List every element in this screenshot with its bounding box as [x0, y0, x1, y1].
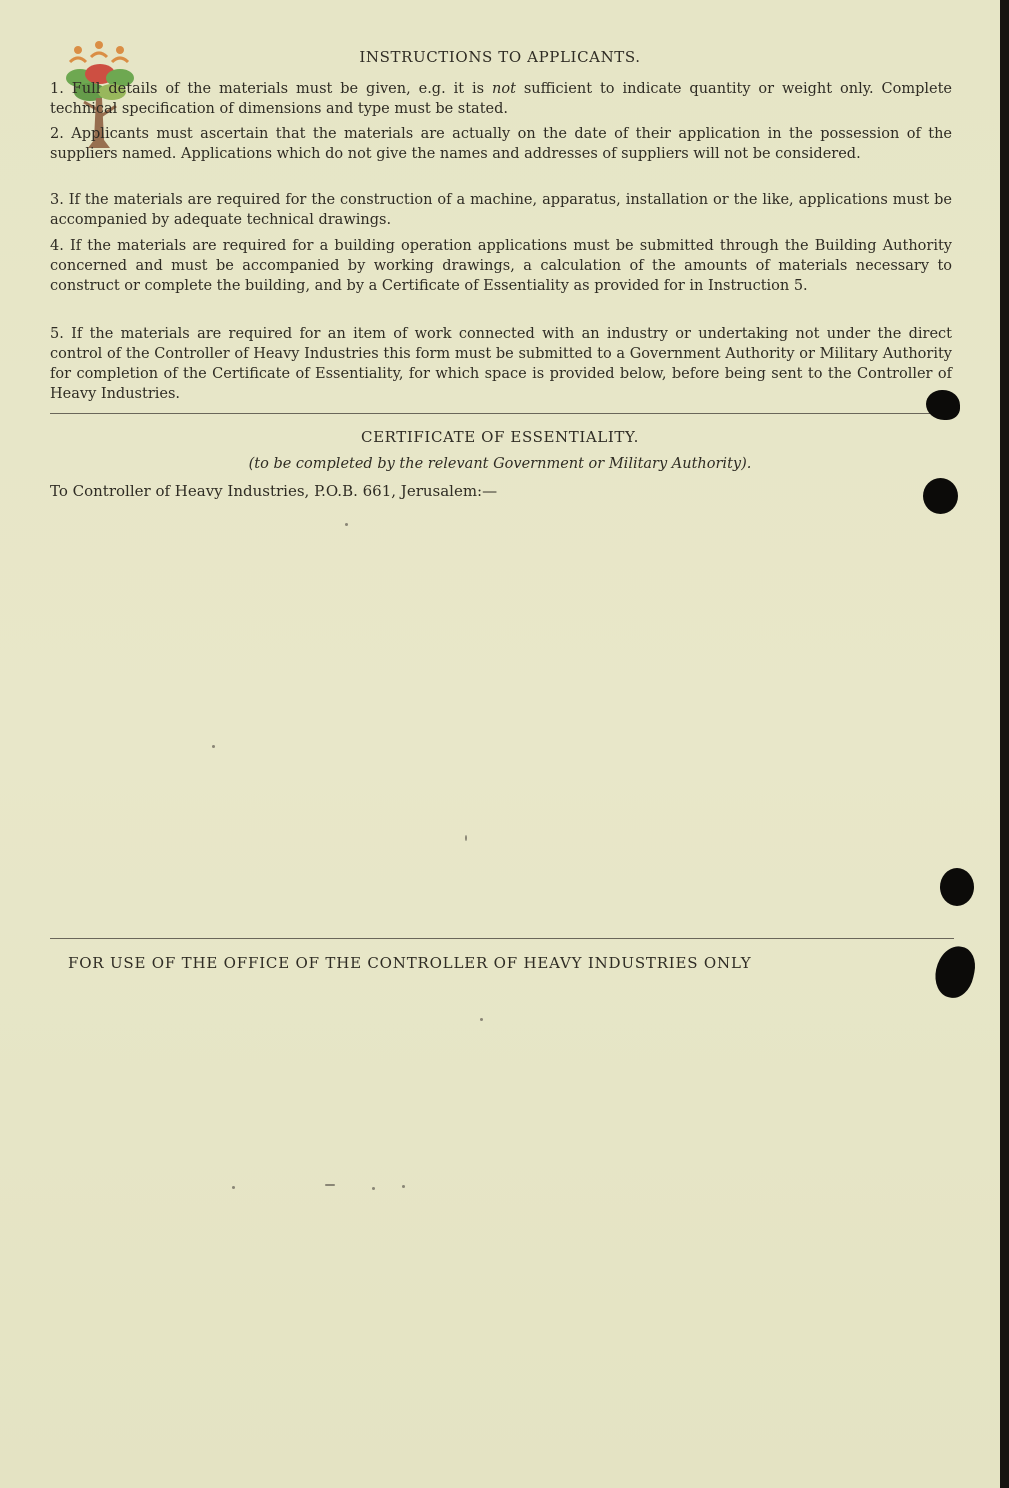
instruction-item-5: 5. If the materials are required for an item of work connected with an industry or undertaking not under the direct control of the Controller of Heavy Industries this form must be submitted to a Government Authority or Military Authority for completion of the Certificate of Essentiality, for which space is provided below, before being sent to the Controller of Heavy Industries. — [50, 326, 952, 402]
paper-speck — [372, 1187, 375, 1190]
punch-hole — [926, 390, 960, 420]
instruction-1-rest: sufficient to indicate quantity or weight only. Complete technical specification of dimensions and type must be stated. — [50, 81, 952, 117]
paper-speck — [345, 523, 348, 526]
office-use-label: FOR USE OF THE OFFICE OF THE CONTROLLER OF HEAVY INDUSTRIES ONLY — [68, 954, 752, 972]
section-divider-top — [50, 413, 950, 414]
certificate-heading: CERTIFICATE OF ESSENTIALITY. — [361, 428, 639, 446]
paper-speck — [212, 745, 215, 748]
instruction-1-lead: 1. Full details of the materials must be given, e.g. it is — [50, 81, 492, 97]
punch-hole — [931, 943, 979, 1002]
punch-hole — [923, 478, 958, 514]
section-divider-bottom — [50, 938, 954, 939]
paper-speck — [325, 1184, 335, 1186]
paper-speck — [465, 835, 467, 841]
paper-speck — [232, 1186, 235, 1189]
punch-hole — [940, 868, 974, 906]
instructions-heading: INSTRUCTIONS TO APPLICANTS. — [359, 48, 641, 66]
instruction-1-emphasis: not — [492, 81, 516, 97]
instruction-item-3: 3. If the materials are required for the construction of a machine, apparatus, installation or the like, applications must be accompanied by adequate technical drawings. — [50, 192, 952, 228]
instruction-item-2: 2. Applicants must ascertain that the materials are actually on the date of their application in the possession of the suppliers named. Applications which do not give the names and addresses of suppliers will not be considered. — [50, 126, 952, 162]
scan-edge — [1000, 0, 1009, 1488]
instruction-item-4: 4. If the materials are required for a building operation applications must be submitted through the Building Authority concerned and must be accompanied by working drawings, a calculation of the amounts of materials necessary to construct or complete the building, and by a Certificate of Essentiality as provided for in Instruction 5. — [50, 238, 952, 294]
paper-speck — [480, 1018, 483, 1021]
certificate-subtitle: (to be completed by the relevant Government or Military Authority). — [248, 456, 752, 472]
paper-speck — [402, 1185, 405, 1188]
instruction-item-1 — [50, 79, 952, 119]
certificate-addressee: To Controller of Heavy Industries, P.O.B. 661, Jerusalem:— — [50, 482, 498, 500]
